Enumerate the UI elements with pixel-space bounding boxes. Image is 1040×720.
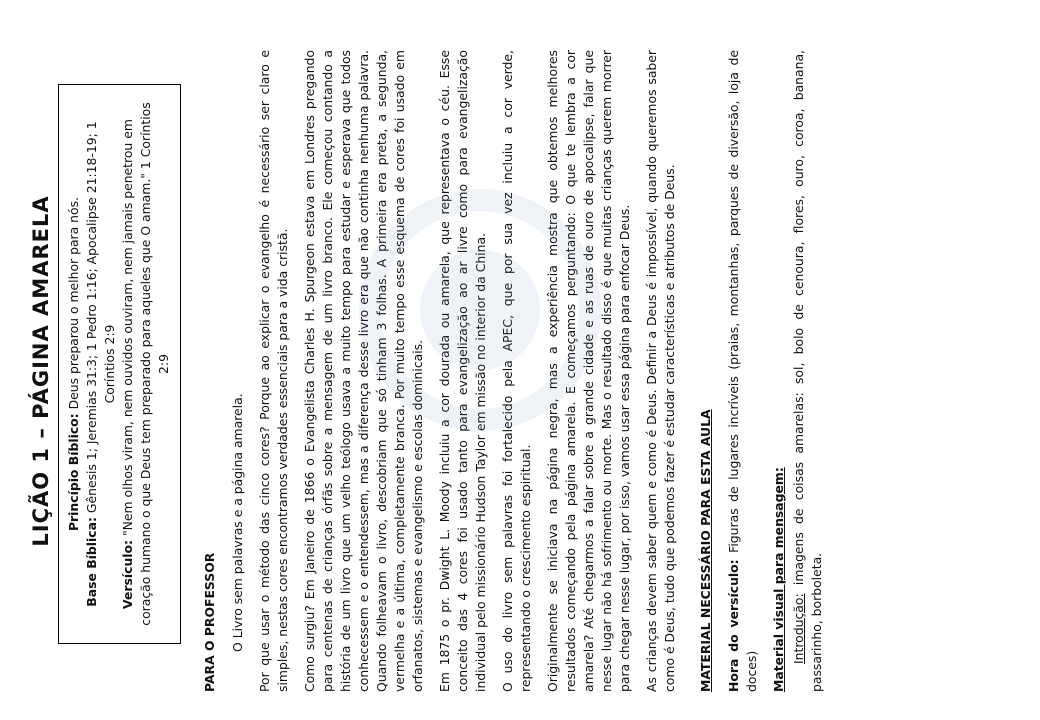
summary-box <box>58 84 181 644</box>
materials-heading: MATERIAL NECESSÁRIO PARA ESTA AULA <box>698 409 713 692</box>
principle-label: Princípio Bíblico: <box>66 413 81 532</box>
teacher-paragraph: Originalmente se iniciava na página negra, mas a experiência mostra que obtemos melhores resultados começando pela página amarela. E começamos perguntando: O que te lembra a cor amarela? Até chegarmos a falar sobre a grande cidade e as ruas de ouro de apocalipse, falar que nesse lugar não há sofrimento ou morte. Mas o resultado disso é que muitas crianças querem morrer para chegar nesse lugar, por isso, vamos usar essa página para enfocar Deus. <box>545 50 632 692</box>
visual-material-label: Material visual para mensagem: <box>771 467 786 692</box>
verse-text: "Nem olhos viram, nem ouvidos ouviram, nem jamais penetrou em coração humano o que Deus tem preparado para aqueles que O amam." 1 Coríntios 2:9 <box>120 102 171 626</box>
base-label: Base Bíblica: <box>84 517 99 607</box>
teacher-heading: PARA O PROFESSOR <box>202 552 217 692</box>
base-line <box>83 95 119 633</box>
teacher-paragraph: As crianças devem saber quem e como é Deus. Definir a Deus é impossível, quando queremos saber como é Deus, tudo que podemos fazer é estudar características e atributos de Deus. <box>644 50 677 692</box>
intro-material-text: imagens de coisas amarelas: sol, bolo de cenoura, flores, ouro, coroa, banana, passarinho, borboleta. <box>791 50 824 692</box>
intro-material-label: Introdução: <box>791 593 806 664</box>
verse-hour-line <box>725 50 761 692</box>
verse-hour-text: Figuras de lugares incríveis (praias, montanhas, parques de diversão, loja de doces) <box>726 50 759 692</box>
teacher-intro: O Livro sem palavras e a página amarela. <box>230 393 245 652</box>
intro-material-line <box>790 50 826 692</box>
principle-text: Deus preparou o melhor para nós. <box>66 196 81 410</box>
teacher-paragraph: O uso do livro sem palavras foi fortalecido pela APEC, que por sua vez incluiu a cor verde, representando o crescimento espiritual. <box>500 50 533 692</box>
base-text: Gênesis 1; Jeremias 31:3; 1 Pedro 1:16; Apocalipse 21:18-19; 1 Coríntios 2:9 <box>84 121 117 514</box>
verse-label: Versículo: <box>120 540 135 609</box>
principle-line <box>65 95 83 633</box>
verse-hour-label: Hora do versículo: <box>726 559 741 692</box>
lesson-title: LIÇÃO 1 – PÁGINA AMARELA <box>29 195 53 547</box>
teacher-paragraph: Como surgiu? Em Janeiro de 1866 o Evangelista Charles H. Spurgeon estava em Londres pregando para centenas de crianças órfãs sobre a mensagem de um livro branco. Ele começou contando a história de um livro que um velho teólogo usava a muito tempo para estudar e esperava que todos conhecessem e o entendessem, mas a diferença desse livro era que não continha nenhuma palavra. Quando folheavam o livro, descobriam que só tinham 3 folhas. A primeira era preta, a segunda, vermelha e a última, completamente branca. Por muito tempo esse esquema de cores foi usado em orfanatos, sistemas e evangelismo e escolas dominicais. <box>302 50 425 692</box>
teacher-paragraph: Em 1875 o pr. Dwight L. Moody incluiu a cor dourada ou amarela, que representava o céu. Esse conceito das 4 cores foi usado tanto para evangelização ao ar livre como para evangelização individual pelo missionário Hudson Taylor em missão no interior da China. <box>437 50 488 692</box>
visual-material-line <box>770 50 788 692</box>
verse-line <box>119 95 173 633</box>
teacher-paragraph: Por que usar o método das cinco cores? Porque ao explicar o evangelho é necessário ser claro e simples, nestas cores encontramos verdades essenciais para a vida cristã. <box>257 50 290 692</box>
